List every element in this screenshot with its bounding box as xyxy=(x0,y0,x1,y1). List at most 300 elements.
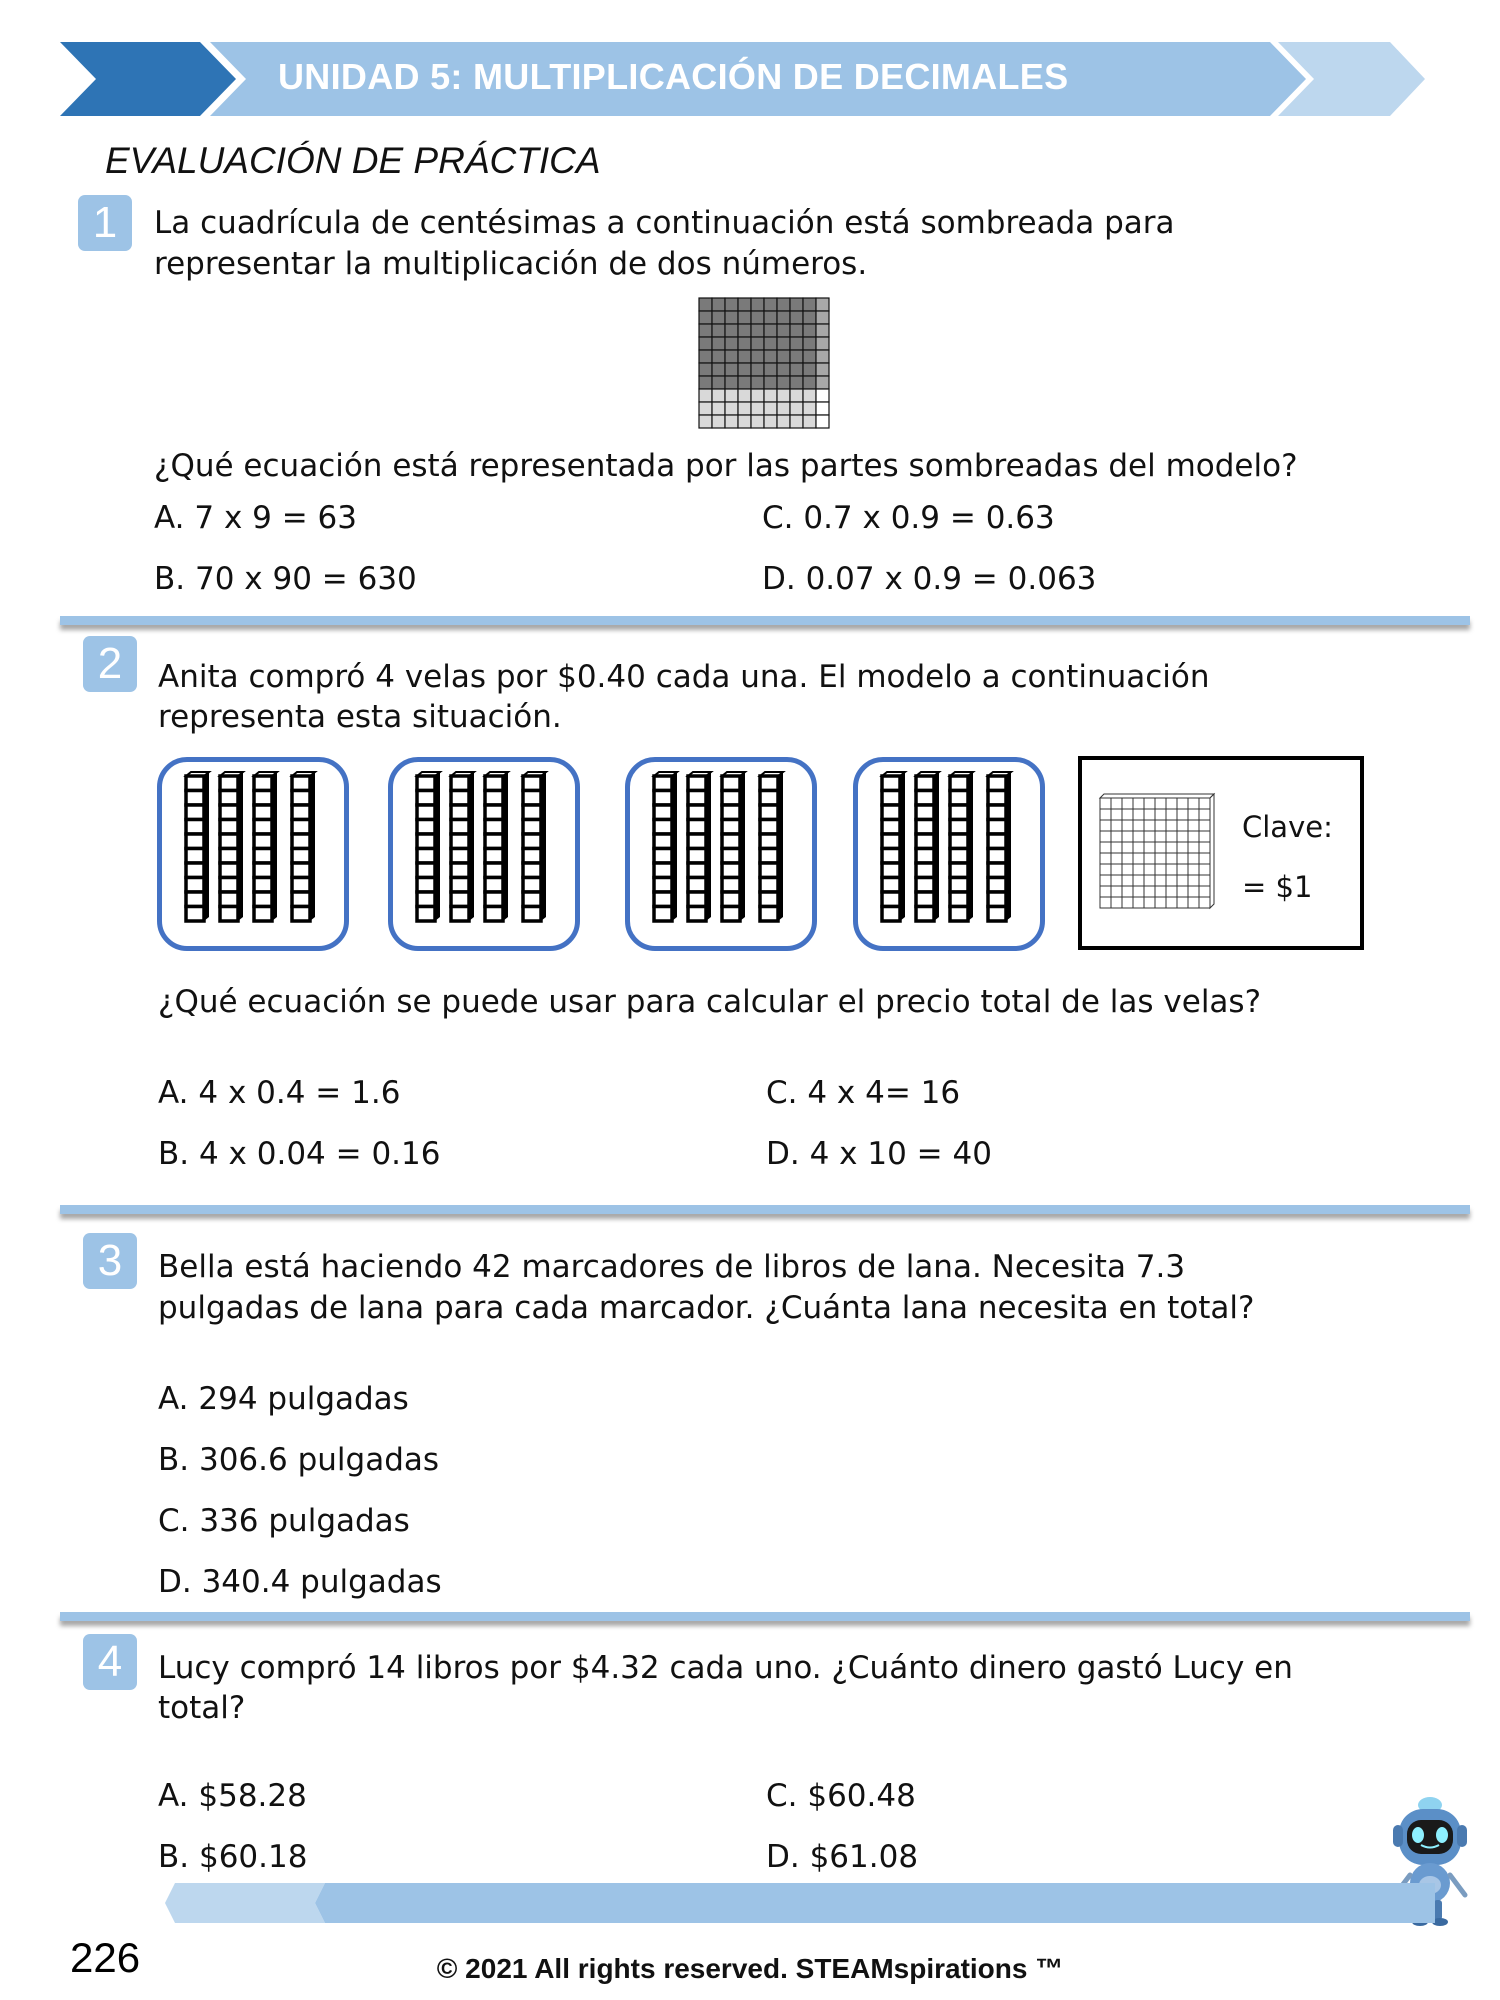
flat-cell xyxy=(1144,842,1155,853)
grid-cell xyxy=(764,389,777,402)
rod-cube xyxy=(988,820,1006,835)
option-d[interactable]: D. 4 x 10 = 40 xyxy=(766,1136,992,1172)
rod-cube xyxy=(988,849,1006,864)
rod-cube xyxy=(485,791,503,806)
grid-cell xyxy=(777,389,790,402)
ten-rod xyxy=(654,772,677,921)
flat-cell xyxy=(1100,886,1111,897)
rod-cube xyxy=(760,834,778,849)
question-1-line-2: representar la multiplicación de dos números. xyxy=(154,246,868,282)
rod-cube xyxy=(186,907,204,922)
ten-rod xyxy=(186,772,209,921)
grid-cell xyxy=(803,298,816,311)
grid-cell xyxy=(803,311,816,324)
flat-cell xyxy=(1166,798,1177,809)
flat-cell xyxy=(1144,809,1155,820)
flat-cell xyxy=(1177,853,1188,864)
question-1-line-1: La cuadrícula de centésimas a continuación está sombreada para xyxy=(154,205,1175,241)
grid-cell xyxy=(790,376,803,389)
question-3-line-2: pulgadas de lana para cada marcador. ¿Cuánta lana necesita en total? xyxy=(158,1290,1255,1326)
rod-cube xyxy=(950,863,968,878)
grid-cell xyxy=(751,376,764,389)
rod-cube xyxy=(654,849,672,864)
rod-cube xyxy=(186,849,204,864)
grid-cell xyxy=(777,415,790,428)
ten-rod xyxy=(451,772,474,921)
rod-cube xyxy=(654,791,672,806)
flat-cell xyxy=(1122,798,1133,809)
flat-cell xyxy=(1188,864,1199,875)
rod-cube xyxy=(654,776,672,791)
rod-cube xyxy=(254,776,272,791)
rod-cube xyxy=(654,820,672,835)
grid-cell xyxy=(803,415,816,428)
flat-cell xyxy=(1133,886,1144,897)
question-number-badge: 4 xyxy=(83,1634,137,1690)
rod-cube xyxy=(722,820,740,835)
grid-cell xyxy=(725,376,738,389)
grid-cell xyxy=(777,324,790,337)
rod-cube xyxy=(523,892,541,907)
rod-cube xyxy=(523,834,541,849)
ten-rod xyxy=(220,772,243,921)
grid-cell xyxy=(777,402,790,415)
grid-cell xyxy=(803,363,816,376)
rod-cube xyxy=(292,907,310,922)
flat-cell xyxy=(1166,897,1177,908)
rod-cube xyxy=(654,878,672,893)
flat-cell xyxy=(1155,875,1166,886)
copyright-notice: © 2021 All rights reserved. STEAMspirations ™ xyxy=(436,1953,1064,1984)
rod-cube xyxy=(523,805,541,820)
rod-cube xyxy=(654,892,672,907)
grid-cell xyxy=(764,350,777,363)
grid-cell xyxy=(725,311,738,324)
option-a[interactable]: A. 294 pulgadas xyxy=(158,1381,409,1417)
flat-cell xyxy=(1100,820,1111,831)
option-c[interactable]: C. 0.7 x 0.9 = 0.63 xyxy=(762,500,1055,536)
rod-cube xyxy=(916,820,934,835)
grid-cell xyxy=(751,324,764,337)
flat-cell xyxy=(1166,831,1177,842)
rod-cube xyxy=(254,834,272,849)
flat-cell xyxy=(1122,886,1133,897)
rod-cube xyxy=(988,863,1006,878)
flat-cell xyxy=(1188,798,1199,809)
grid-cell xyxy=(803,376,816,389)
grid-cell xyxy=(790,337,803,350)
option-b[interactable]: B. 4 x 0.04 = 0.16 xyxy=(158,1136,441,1172)
grid-cell xyxy=(738,298,751,311)
rod-cube xyxy=(254,907,272,922)
flat-cell xyxy=(1100,864,1111,875)
grid-cell xyxy=(725,324,738,337)
question-number-badge: 1 xyxy=(78,195,132,251)
rod-cube xyxy=(988,892,1006,907)
rod-cube xyxy=(722,834,740,849)
flat-cell xyxy=(1155,886,1166,897)
question-number-badge: 2 xyxy=(83,636,137,692)
rod-cube xyxy=(654,834,672,849)
grid-cell xyxy=(816,298,829,311)
rod-cube xyxy=(254,849,272,864)
grid-cell xyxy=(764,415,777,428)
grid-cell xyxy=(738,389,751,402)
flat-cell xyxy=(1199,831,1210,842)
ten-rod xyxy=(916,772,939,921)
rod-cube xyxy=(654,805,672,820)
rod-cube xyxy=(485,776,503,791)
ten-rod xyxy=(760,772,783,921)
grid-cell xyxy=(803,350,816,363)
rod-cube xyxy=(451,805,469,820)
rod-cube xyxy=(523,776,541,791)
rod-cube xyxy=(916,863,934,878)
hundreds-flat-icon xyxy=(1098,792,1222,916)
section-divider xyxy=(60,1205,1470,1214)
rod-cube xyxy=(988,907,1006,922)
tens-bundle xyxy=(157,757,349,951)
option-b[interactable]: B. 70 x 90 = 630 xyxy=(154,561,417,597)
flat-cell xyxy=(1199,886,1210,897)
rod-cube xyxy=(254,805,272,820)
rod-cube xyxy=(485,907,503,922)
option-d[interactable]: D. 0.07 x 0.9 = 0.063 xyxy=(762,561,1097,597)
rod-cube xyxy=(950,849,968,864)
grid-cell xyxy=(764,311,777,324)
flat-cell xyxy=(1111,864,1122,875)
grid-cell xyxy=(699,402,712,415)
flat-cell xyxy=(1144,853,1155,864)
option-d[interactable]: D. 340.4 pulgadas xyxy=(158,1564,442,1600)
grid-cell xyxy=(777,311,790,324)
rod-cube xyxy=(523,863,541,878)
grid-cell xyxy=(738,363,751,376)
flat-cell xyxy=(1155,853,1166,864)
rod-cube xyxy=(220,878,238,893)
rod-cube xyxy=(722,878,740,893)
rod-cube xyxy=(186,791,204,806)
rod-cube xyxy=(688,849,706,864)
rod-cube xyxy=(688,878,706,893)
grid-cell xyxy=(764,324,777,337)
grid-cell xyxy=(777,363,790,376)
flat-cell xyxy=(1100,842,1111,853)
rod-cube xyxy=(950,820,968,835)
grid-cell xyxy=(712,311,725,324)
grid-cell xyxy=(751,402,764,415)
rod-cube xyxy=(722,863,740,878)
rod-cube xyxy=(417,878,435,893)
flat-cell xyxy=(1111,831,1122,842)
grid-cell xyxy=(816,337,829,350)
grid-cell xyxy=(777,298,790,311)
unit-title: UNIDAD 5: MULTIPLICACIÓN DE DECIMALES xyxy=(278,56,1069,97)
grid-cell xyxy=(699,376,712,389)
rod-cube xyxy=(988,791,1006,806)
flat-cell xyxy=(1199,842,1210,853)
rod-cube xyxy=(292,776,310,791)
rod-cube xyxy=(916,892,934,907)
key-label: Clave: xyxy=(1242,810,1333,844)
grid-cell xyxy=(738,324,751,337)
rod-cube xyxy=(220,849,238,864)
grid-cell xyxy=(738,311,751,324)
rod-cube xyxy=(882,849,900,864)
rod-cube xyxy=(254,791,272,806)
rod-cube xyxy=(292,863,310,878)
grid-cell xyxy=(738,350,751,363)
flat-cell xyxy=(1122,820,1133,831)
rod-cube xyxy=(417,805,435,820)
flat-cell xyxy=(1166,875,1177,886)
rod-cube xyxy=(882,834,900,849)
rod-cube xyxy=(417,849,435,864)
grid-cell xyxy=(712,350,725,363)
grid-cell xyxy=(751,337,764,350)
rod-cube xyxy=(760,907,778,922)
flat-cell xyxy=(1188,886,1199,897)
rod-cube xyxy=(916,791,934,806)
rod-cube xyxy=(485,878,503,893)
flat-cell xyxy=(1133,831,1144,842)
flat-cell xyxy=(1122,875,1133,886)
rod-cube xyxy=(688,892,706,907)
rod-cube xyxy=(186,805,204,820)
ten-rod xyxy=(722,772,745,921)
flat-cell xyxy=(1144,831,1155,842)
flat-cell xyxy=(1100,831,1111,842)
grid-cell xyxy=(751,363,764,376)
rod-cube xyxy=(988,834,1006,849)
flat-cell xyxy=(1199,853,1210,864)
rod-cube xyxy=(485,820,503,835)
ten-rod xyxy=(417,772,440,921)
page-number: 226 xyxy=(70,1934,141,1981)
rod-cube xyxy=(950,791,968,806)
flat-cell xyxy=(1111,853,1122,864)
rod-cube xyxy=(417,907,435,922)
grid-cell xyxy=(790,415,803,428)
flat-cell xyxy=(1155,809,1166,820)
rod-cube xyxy=(451,834,469,849)
grid-cell xyxy=(751,389,764,402)
rod-cube xyxy=(292,820,310,835)
flat-cell xyxy=(1188,853,1199,864)
rod-cube xyxy=(220,805,238,820)
option-d[interactable]: D. $61.08 xyxy=(766,1839,919,1875)
hundredths-grid xyxy=(697,296,831,430)
rod-cube xyxy=(916,907,934,922)
question-number-badge: 3 xyxy=(83,1233,137,1289)
grid-cell xyxy=(764,337,777,350)
ten-rod xyxy=(988,772,1011,921)
rod-cube xyxy=(722,907,740,922)
option-a[interactable]: A. 7 x 9 = 63 xyxy=(154,500,357,536)
flat-cell xyxy=(1177,798,1188,809)
option-c[interactable]: C. 336 pulgadas xyxy=(158,1503,410,1539)
grid-cell xyxy=(712,415,725,428)
flat-cell xyxy=(1188,831,1199,842)
grid-cell xyxy=(738,337,751,350)
flat-cell xyxy=(1133,809,1144,820)
flat-cell xyxy=(1100,897,1111,908)
grid-cell xyxy=(816,324,829,337)
flat-cell xyxy=(1155,831,1166,842)
flat-cell xyxy=(1199,864,1210,875)
rod-cube xyxy=(485,805,503,820)
flat-cell xyxy=(1133,897,1144,908)
tens-bundle xyxy=(388,757,580,951)
rod-cube xyxy=(760,776,778,791)
flat-cell xyxy=(1111,820,1122,831)
rod-cube xyxy=(950,892,968,907)
flat-top xyxy=(1100,794,1214,798)
grid-cell xyxy=(816,415,829,428)
grid-cell xyxy=(816,350,829,363)
rod-cube xyxy=(882,805,900,820)
flat-cell xyxy=(1188,875,1199,886)
rod-cube xyxy=(451,878,469,893)
rod-cube xyxy=(523,878,541,893)
flat-cell xyxy=(1155,842,1166,853)
grid-cell xyxy=(790,298,803,311)
flat-cell xyxy=(1177,842,1188,853)
flat-cell xyxy=(1111,842,1122,853)
grid-cell xyxy=(764,376,777,389)
rod-cube xyxy=(882,820,900,835)
flat-cell xyxy=(1122,831,1133,842)
flat-cell xyxy=(1166,809,1177,820)
option-c[interactable]: C. 4 x 4= 16 xyxy=(766,1075,961,1111)
rod-cube xyxy=(523,849,541,864)
rod-cube xyxy=(186,878,204,893)
rod-cube xyxy=(451,892,469,907)
grid-cell xyxy=(764,363,777,376)
rod-cube xyxy=(451,791,469,806)
flat-cell xyxy=(1177,875,1188,886)
grid-cell xyxy=(725,389,738,402)
grid-cell xyxy=(712,376,725,389)
grid-cell xyxy=(699,350,712,363)
rod-cube xyxy=(451,863,469,878)
grid-cell xyxy=(725,363,738,376)
grid-cell xyxy=(790,402,803,415)
rod-cube xyxy=(760,791,778,806)
rod-cube xyxy=(220,892,238,907)
flat-cell xyxy=(1166,886,1177,897)
rod-cube xyxy=(882,878,900,893)
rod-cube xyxy=(882,892,900,907)
grid-cell xyxy=(699,415,712,428)
rod-cube xyxy=(417,834,435,849)
ten-rod xyxy=(523,772,546,921)
key-value: = $1 xyxy=(1242,870,1313,904)
rod-cube xyxy=(916,849,934,864)
rod-cube xyxy=(916,805,934,820)
grid-cell xyxy=(712,337,725,350)
rod-cube xyxy=(417,863,435,878)
rod-cube xyxy=(451,820,469,835)
grid-cell xyxy=(699,311,712,324)
grid-cell xyxy=(803,337,816,350)
rod-cube xyxy=(882,791,900,806)
grid-cell xyxy=(751,311,764,324)
grid-cell xyxy=(751,350,764,363)
flat-cell xyxy=(1144,897,1155,908)
rod-cube xyxy=(688,820,706,835)
rod-cube xyxy=(254,820,272,835)
grid-cell xyxy=(816,363,829,376)
flat-cell xyxy=(1144,798,1155,809)
rod-cube xyxy=(220,863,238,878)
flat-cell xyxy=(1155,798,1166,809)
flat-cell xyxy=(1188,809,1199,820)
rod-cube xyxy=(254,878,272,893)
rod-cube xyxy=(485,834,503,849)
rod-cube xyxy=(220,820,238,835)
section-title: EVALUACIÓN DE PRÁCTICA xyxy=(105,140,601,181)
flat-cell xyxy=(1122,897,1133,908)
flat-cell xyxy=(1133,853,1144,864)
rod-cube xyxy=(451,849,469,864)
flat-cell xyxy=(1155,897,1166,908)
grid-cell xyxy=(725,415,738,428)
flat-cell xyxy=(1144,886,1155,897)
option-b[interactable]: B. 306.6 pulgadas xyxy=(158,1442,440,1478)
rod-cube xyxy=(451,907,469,922)
flat-cell xyxy=(1166,820,1177,831)
flat-cell xyxy=(1122,842,1133,853)
grid-cell xyxy=(803,324,816,337)
option-b[interactable]: B. $60.18 xyxy=(158,1839,308,1875)
flat-cell xyxy=(1111,875,1122,886)
rod-cube xyxy=(292,849,310,864)
rod-cube xyxy=(654,907,672,922)
flat-cell xyxy=(1166,853,1177,864)
ten-rods xyxy=(162,762,344,946)
question-2-prompt: ¿Qué ecuación se puede usar para calcular el precio total de las velas? xyxy=(158,984,1262,1020)
grid-cell xyxy=(712,389,725,402)
option-c[interactable]: C. $60.48 xyxy=(766,1778,916,1814)
question-1-prompt: ¿Qué ecuación está representada por las partes sombreadas del modelo? xyxy=(154,448,1298,484)
rod-cube xyxy=(688,791,706,806)
rod-cube xyxy=(523,791,541,806)
grid-cell xyxy=(764,402,777,415)
flat-cell xyxy=(1199,798,1210,809)
grid-cell xyxy=(790,363,803,376)
rod-cube xyxy=(220,834,238,849)
flat-cell xyxy=(1166,842,1177,853)
flat-cell xyxy=(1199,875,1210,886)
banner-dark-chevron xyxy=(60,42,236,116)
rod-cube xyxy=(988,878,1006,893)
rod-cube xyxy=(688,776,706,791)
flat-cell xyxy=(1100,853,1111,864)
key-box xyxy=(1078,756,1364,950)
rod-cube xyxy=(760,863,778,878)
rod-cube xyxy=(882,776,900,791)
rod-cube xyxy=(186,834,204,849)
rod-cube xyxy=(688,907,706,922)
option-a[interactable]: A. $58.28 xyxy=(158,1778,307,1814)
rod-cube xyxy=(417,776,435,791)
option-a[interactable]: A. 4 x 0.4 = 1.6 xyxy=(158,1075,401,1111)
rod-cube xyxy=(688,863,706,878)
grid-cell xyxy=(751,415,764,428)
rod-cube xyxy=(882,907,900,922)
section-divider xyxy=(60,616,1470,625)
